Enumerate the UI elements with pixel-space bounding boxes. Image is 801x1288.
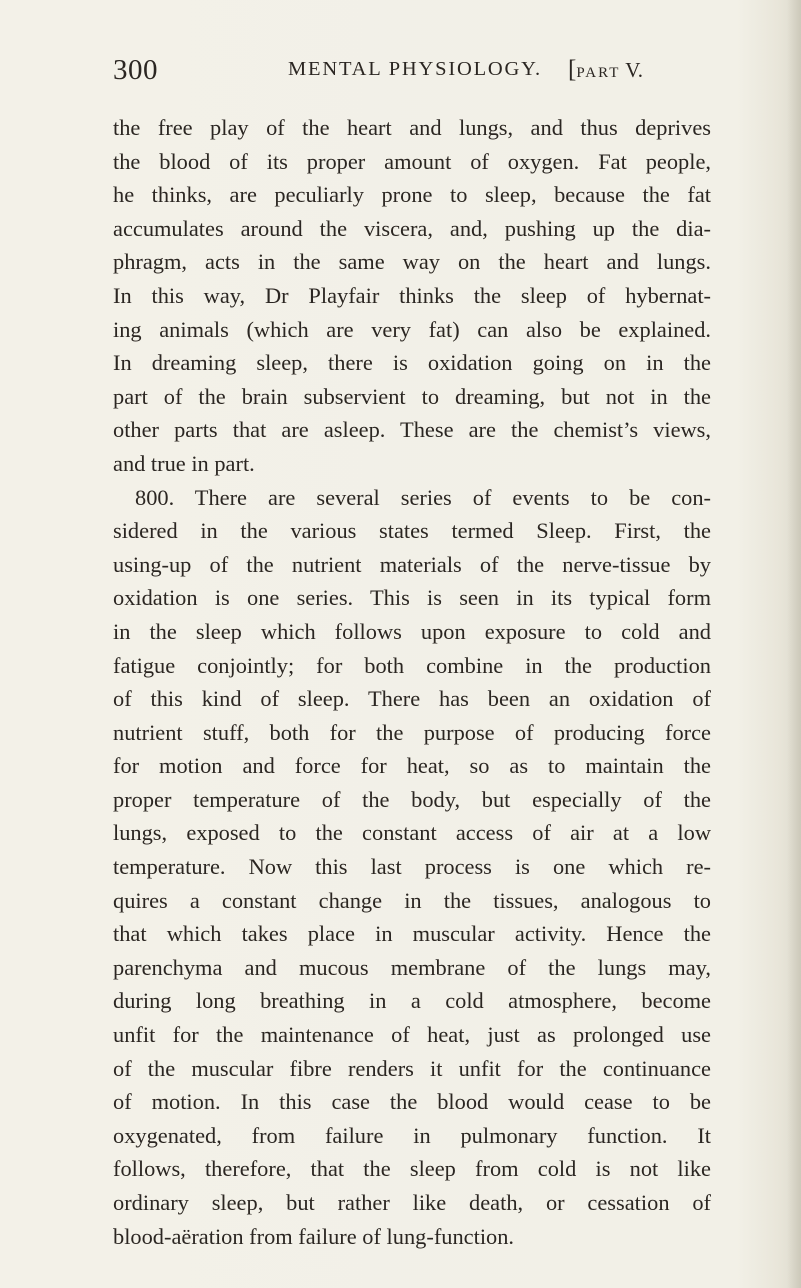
text-line: lungs, exposed to the constant access of air at a low [113, 820, 711, 846]
text-line: the free play of the heart and lungs, and thus deprives [113, 115, 711, 140]
text-line: parenchyma and mucous membrane of the lungs may, [113, 954, 711, 980]
page-number: 300 [113, 54, 158, 86]
text-line: quires a constant change in the tissues, analogous to [113, 887, 711, 913]
text-line: temperature. Now this last process is one which re- [113, 854, 711, 880]
paragraph-continuation [113, 111, 711, 481]
text-line: fatigue conjointly; for both combine in the production [113, 652, 711, 678]
part-bracket: [ [568, 56, 577, 83]
text-line: of this kind of sleep. There has been an oxidation of [113, 686, 711, 712]
text-line: follows, therefore, that the sleep from cold is not like [113, 1156, 711, 1182]
part-word: PART [576, 65, 621, 81]
text-line: proper temperature of the body, but especially of the [113, 786, 711, 812]
paragraph-section-800 [113, 481, 711, 1254]
text-line: In this way, Dr Playfair thinks the sleep of hybernat- [113, 282, 711, 308]
text-line: he thinks, are peculiarly prone to sleep, because the fat [113, 182, 711, 208]
text-line: part of the brain subservient to dreaming, but not in the [113, 383, 711, 409]
running-header [113, 54, 711, 94]
part-numeral: V. [625, 58, 643, 82]
running-title: MENTAL PHYSIOLOGY. [288, 58, 542, 80]
text-line: in the sleep which follows upon exposure to cold and [113, 618, 711, 644]
text-line: the blood of its proper amount of oxygen. Fat people, [113, 148, 711, 174]
text-line: oxygenated, from failure in pulmonary function. It [113, 1122, 711, 1148]
text-line: of motion. In this case the blood would cease to be [113, 1089, 711, 1115]
text-line: ing animals (which are very fat) can also be explained. [113, 316, 711, 342]
text-line: oxidation is one series. This is seen in its typical form [113, 585, 711, 611]
body-text [113, 111, 711, 1253]
section-800-first-line: 800. There are several series of events to be con- [135, 484, 711, 510]
text-line: sidered in the various states termed Sleep. First, the [113, 518, 711, 544]
page-edge-shadow [787, 0, 801, 1288]
text-line: for motion and force for heat, so as to maintain the [113, 753, 711, 779]
text-line: using-up of the nutrient materials of the nerve-tissue by [113, 551, 711, 577]
text-line: and true in part. [113, 450, 255, 476]
text-line: ordinary sleep, but rather like death, or cessation of [113, 1190, 711, 1215]
text-line: of the muscular fibre renders it unfit for the continuance [113, 1055, 711, 1081]
text-line: nutrient stuff, both for the purpose of producing force [113, 719, 711, 745]
text-line: accumulates around the viscera, and, pushing up the dia- [113, 215, 711, 241]
text-line: blood-aëration from failure of lung-function. [113, 1223, 515, 1249]
text-line: phragm, acts in the same way on the heart and lungs. [113, 249, 711, 275]
text-line: other parts that are asleep. These are the chemist’s views, [113, 417, 711, 443]
part-label [568, 56, 643, 84]
text-line: unfit for the maintenance of heat, just as prolonged use [113, 1022, 711, 1048]
text-line: In dreaming sleep, there is oxidation going on in the [113, 350, 711, 376]
text-line: that which takes place in muscular activity. Hence the [113, 921, 711, 947]
text-line: during long breathing in a cold atmosphere, become [113, 988, 711, 1014]
